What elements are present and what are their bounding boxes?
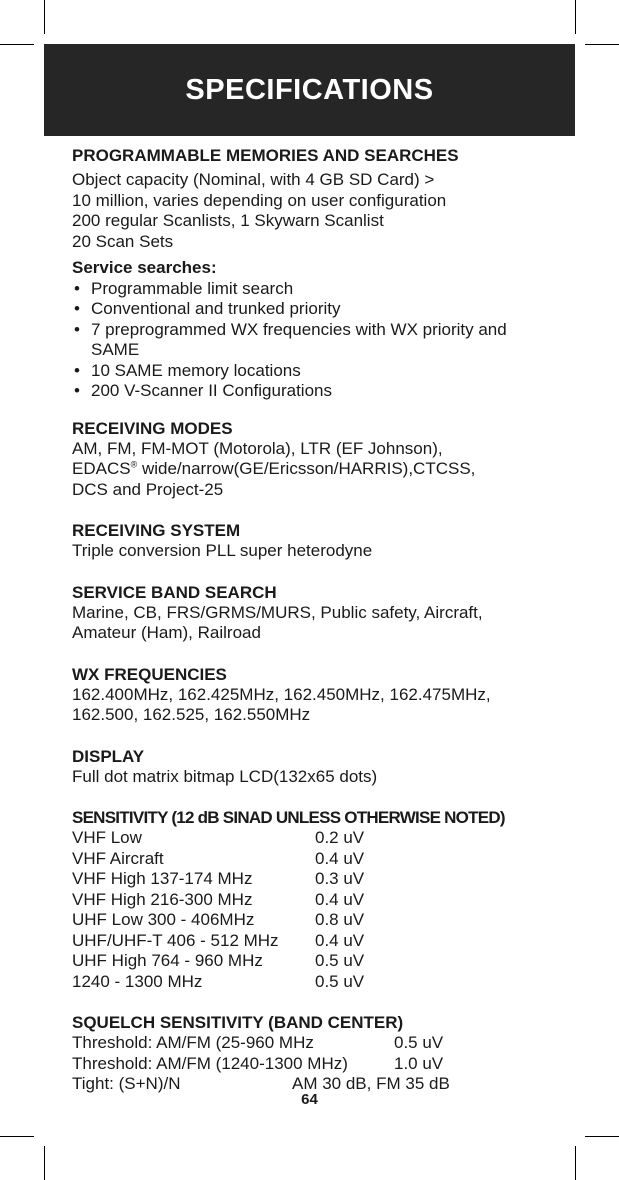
- section-title: WX FREQUENCIES: [72, 664, 227, 684]
- spec-line: Amateur (Ham), Railroad: [72, 623, 261, 642]
- squelch-label: Tight: (S+N)/N: [72, 1074, 181, 1093]
- spec-line: Triple conversion PLL super heterodyne: [72, 541, 373, 560]
- spec-line: 162.500, 162.525, 162.550MHz: [72, 705, 311, 724]
- section-receiving-system: [72, 520, 572, 562]
- section-sensitivity: [72, 807, 572, 992]
- band-label: VHF High 137-174 MHz: [72, 869, 253, 888]
- section-title: DISPLAY: [72, 746, 145, 766]
- squelch-value: 0.5 uV: [394, 1033, 444, 1052]
- sensitivity-value: 0.5 uV: [315, 951, 365, 970]
- squelch-value: 1.0 uV: [394, 1053, 444, 1073]
- squelch-label: Threshold: AM/FM (1240-1300 MHz): [72, 1053, 348, 1073]
- spec-line: DCS and Project-25: [72, 479, 224, 499]
- band-label: VHF Aircraft: [72, 848, 164, 868]
- spec-line: 10 million, varies depending on user configuration: [72, 190, 447, 210]
- sensitivity-row: [72, 828, 572, 849]
- crop-mark: [575, 0, 576, 34]
- spec-line: 200 regular Scanlists, 1 Skywarn Scanlist: [72, 211, 384, 230]
- sensitivity-row: [72, 910, 572, 931]
- crop-mark: [585, 44, 619, 45]
- edacs-rest-text: wide/narrow(GE/Ericsson/HARRIS),CTCSS,: [137, 459, 476, 478]
- section-title: RECEIVING SYSTEM: [72, 521, 241, 540]
- crop-mark: [0, 1136, 34, 1137]
- crop-mark: [585, 1136, 619, 1137]
- page-number: 64: [301, 1091, 318, 1108]
- section-squelch-sensitivity: [72, 1012, 572, 1095]
- crop-mark: [44, 1146, 45, 1180]
- sensitivity-row: [72, 890, 572, 911]
- spec-line: AM, FM, FM-MOT (Motorola), LTR (EF Johnson),: [72, 438, 443, 458]
- section-programmable-memories: [72, 145, 572, 402]
- sensitivity-value: 0.4 uV: [315, 889, 365, 909]
- spec-line: [72, 459, 572, 480]
- band-label: VHF High 216-300 MHz: [72, 889, 253, 909]
- section-service-band-search: [72, 582, 572, 644]
- band-label: VHF Low: [72, 828, 142, 847]
- sensitivity-value: 0.8 uV: [315, 910, 365, 929]
- section-receiving-modes: [72, 418, 572, 501]
- edacs-text: EDACS: [72, 459, 131, 478]
- sensitivity-value: 0.3 uV: [315, 869, 365, 888]
- squelch-value: AM 30 dB, FM 35 dB: [292, 1074, 450, 1093]
- header-banner: [44, 44, 575, 136]
- squelch-label: Threshold: AM/FM (25-960 MHz: [72, 1033, 314, 1052]
- sensitivity-row: [72, 951, 572, 972]
- section-title: SERVICE BAND SEARCH: [72, 582, 277, 602]
- squelch-row: [72, 1054, 572, 1075]
- section-title: PROGRAMMABLE MEMORIES AND SEARCHES: [72, 146, 459, 165]
- section-display: [72, 746, 572, 788]
- band-label: UHF High 764 - 960 MHz: [72, 951, 263, 970]
- band-label: UHF Low 300 - 406MHz: [72, 910, 255, 929]
- crop-mark: [44, 0, 45, 34]
- sensitivity-value: 0.4 uV: [315, 848, 365, 868]
- section-wx-frequencies: [72, 664, 572, 726]
- spec-line: Full dot matrix bitmap LCD(132x65 dots): [72, 766, 378, 786]
- sensitivity-row: [72, 972, 572, 993]
- band-label: UHF/UHF-T 406 - 512 MHz: [72, 930, 279, 950]
- spec-content: [72, 145, 572, 1115]
- spec-line: 162.400MHz, 162.425MHz, 162.450MHz, 162.475MHz,: [72, 684, 491, 704]
- squelch-row: [72, 1033, 572, 1054]
- sensitivity-row: [72, 869, 572, 890]
- spec-line: 20 Scan Sets: [72, 231, 174, 251]
- spec-line: Marine, CB, FRS/GRMS/MURS, Public safety, Aircraft,: [72, 602, 483, 622]
- service-searches-title: Service searches:: [72, 258, 217, 277]
- list-item: • 200 V-Scanner II Configurations: [72, 381, 572, 402]
- service-search-list: [72, 279, 572, 402]
- list-item: • 7 preprogrammed WX frequencies with WX priority and SAME: [72, 320, 511, 361]
- sensitivity-row: [72, 931, 572, 952]
- page-title: SPECIFICATIONS: [185, 73, 434, 106]
- list-item: • 10 SAME memory locations: [72, 361, 572, 382]
- section-title: SQUELCH SENSITIVITY (BAND CENTER): [72, 1013, 404, 1032]
- sensitivity-row: [72, 849, 572, 870]
- crop-mark: [575, 1146, 576, 1180]
- sensitivity-value: 0.4 uV: [315, 930, 365, 950]
- registered-mark: ®: [130, 459, 138, 470]
- list-item: • Conventional and trunked priority: [72, 299, 572, 320]
- section-title: SENSITIVITY (12 dB SINAD UNLESS OTHERWISE NOTED): [72, 808, 505, 827]
- spec-line: Object capacity (Nominal, with 4 GB SD Card) >: [72, 170, 435, 189]
- band-label: 1240 - 1300 MHz: [72, 971, 203, 991]
- list-item: • Programmable limit search: [72, 279, 572, 300]
- section-title: RECEIVING MODES: [72, 418, 233, 438]
- sensitivity-value: 0.5 uV: [315, 971, 365, 991]
- crop-mark: [0, 44, 34, 45]
- sensitivity-value: 0.2 uV: [315, 828, 365, 847]
